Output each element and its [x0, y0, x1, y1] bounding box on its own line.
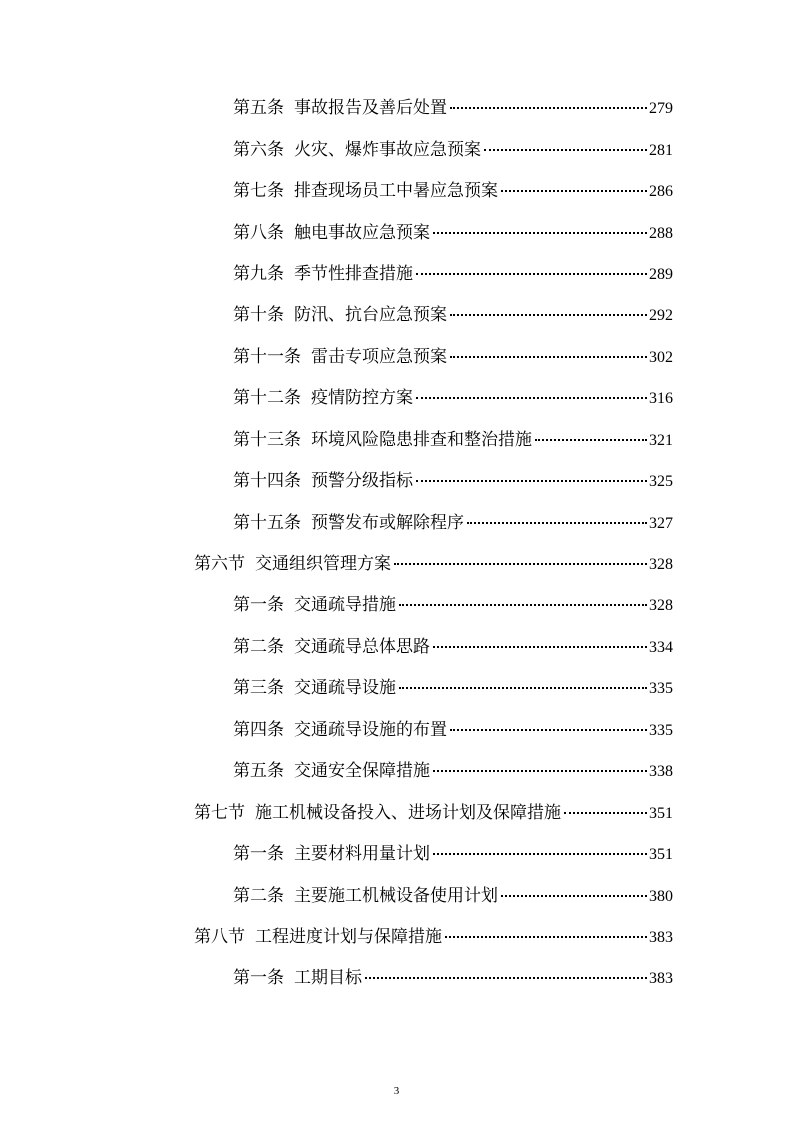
toc-entry-page: 351 [649, 846, 673, 864]
toc-entry-number: 第七条 [233, 181, 284, 202]
dot-leader [416, 273, 647, 275]
dot-leader [433, 770, 647, 772]
toc-entry-number: 第三条 [233, 678, 284, 699]
toc-entry-number: 第一条 [233, 595, 284, 616]
toc-entry-line [233, 346, 673, 367]
toc-entry-line [233, 100, 673, 117]
dot-leader [399, 687, 647, 689]
toc-entry-page: 286 [649, 183, 673, 201]
toc-article-entry[interactable] [0, 420, 793, 461]
toc-entry-title: 火灾、爆炸事故应急预案 [294, 139, 481, 160]
toc-article-entry[interactable] [0, 834, 793, 875]
toc-entry-page: 334 [649, 638, 673, 656]
dot-leader [399, 604, 647, 606]
toc-section-entry[interactable] [0, 544, 793, 585]
toc-entry-title: 交通组织管理方案 [255, 554, 391, 575]
toc-entry-number: 第五条 [233, 761, 284, 782]
dot-leader [501, 895, 647, 897]
toc-entry-line [233, 719, 673, 740]
toc-entry-number: 第十二条 [233, 388, 301, 409]
toc-entry-title: 预警分级指标 [311, 471, 413, 492]
toc-entry-number: 第九条 [233, 263, 284, 284]
toc-entry-title: 交通疏导措施 [294, 595, 396, 616]
toc-article-entry[interactable] [0, 88, 793, 129]
toc-entry-page: 316 [649, 390, 673, 408]
toc-entry-page: 279 [649, 100, 673, 118]
toc-entry-number: 第十条 [233, 305, 284, 326]
toc-entry-title: 主要材料用量计划 [294, 844, 430, 865]
toc-article-entry[interactable] [0, 461, 793, 502]
toc-entry-line [233, 183, 673, 200]
toc-entry-line [233, 390, 673, 407]
toc-entry-number: 第八节 [194, 926, 245, 947]
toc-entry-title: 工程进度计划与保障措施 [255, 926, 442, 947]
toc-entry-page: 289 [649, 265, 673, 283]
toc-article-entry[interactable] [0, 668, 793, 709]
toc-entry-number: 第五条 [233, 98, 284, 119]
toc-entry-title: 环境风险隐患排查和整治措施 [311, 429, 532, 450]
toc-entry-title: 事故报告及善后处置 [294, 98, 447, 119]
toc-article-entry[interactable] [0, 378, 793, 419]
toc-article-entry[interactable] [0, 171, 793, 212]
toc-entry-line [233, 970, 673, 987]
toc-entry-page: 383 [649, 928, 673, 946]
toc-section-entry[interactable] [0, 917, 793, 958]
toc-entry-page: 302 [649, 348, 673, 366]
toc-entry-number: 第一条 [233, 844, 284, 865]
toc-entry-line [233, 512, 673, 533]
toc-entry-page: 292 [649, 307, 673, 325]
toc-entry-title: 交通疏导设施的布置 [294, 719, 447, 740]
page-number: 3 [393, 1085, 400, 1097]
toc-entry-title: 主要施工机械设备使用计划 [294, 885, 498, 906]
dot-leader [450, 356, 647, 358]
toc-entry-title: 交通疏导设施 [294, 678, 396, 699]
toc-entry-page: 380 [649, 887, 673, 905]
toc-entry-title: 排查现场员工中暑应急预案 [294, 181, 498, 202]
dot-leader [416, 397, 647, 399]
toc-entry-line [233, 263, 673, 284]
toc-entry-number: 第十五条 [233, 512, 301, 533]
toc-entry-number: 第一条 [233, 968, 284, 989]
toc-entry-line [233, 763, 673, 780]
toc-entry-page: 335 [649, 680, 673, 698]
toc-entry-page: 338 [649, 763, 673, 781]
toc-entry-title: 季节性排查措施 [294, 263, 413, 284]
dot-leader [450, 314, 647, 316]
dot-leader [535, 439, 647, 441]
toc-entry-line [233, 307, 673, 324]
dot-leader [365, 977, 647, 979]
toc-entry-number: 第十三条 [233, 429, 301, 450]
toc-entry-title: 防汛、抗台应急预案 [294, 305, 447, 326]
toc-entry-line [233, 597, 673, 614]
toc-article-entry[interactable] [0, 958, 793, 999]
toc-entry-line [194, 802, 673, 823]
dot-leader [394, 563, 647, 565]
dot-leader [450, 729, 647, 731]
toc-entry-page: 351 [649, 804, 673, 822]
toc-entry-number: 第四条 [233, 719, 284, 740]
toc-entry-page: 335 [649, 721, 673, 739]
toc-entry-number: 第八条 [233, 222, 284, 243]
toc-entry-number: 第二条 [233, 885, 284, 906]
toc-entry-number: 第六条 [233, 139, 284, 160]
toc-article-entry[interactable] [0, 875, 793, 916]
toc-entry-title: 疫情防控方案 [311, 388, 413, 409]
toc-entry-page: 288 [649, 224, 673, 242]
toc-entry-page: 325 [649, 473, 673, 491]
toc-article-entry[interactable] [0, 295, 793, 336]
toc-entry-page: 328 [649, 556, 673, 574]
toc-entry-page: 281 [649, 141, 673, 159]
toc-entry-title: 雷击专项应急预案 [311, 346, 447, 367]
toc-section-entry[interactable] [0, 792, 793, 833]
toc-entry-number: 第十一条 [233, 346, 301, 367]
dot-leader [467, 522, 647, 524]
toc-entry-number: 第七节 [194, 802, 245, 823]
toc-article-entry[interactable] [0, 337, 793, 378]
toc-article-entry[interactable] [0, 751, 793, 792]
toc-article-entry[interactable] [0, 502, 793, 543]
toc-entry-page: 328 [649, 597, 673, 615]
dot-leader [416, 480, 647, 482]
toc-entry-title: 交通疏导总体思路 [294, 636, 430, 657]
toc-entry-number: 第二条 [233, 636, 284, 657]
toc-entry-line [233, 846, 673, 863]
dot-leader [501, 190, 647, 192]
toc-entry-line [233, 222, 673, 243]
toc-entry-page: 321 [649, 431, 673, 449]
toc-entry-line [233, 429, 673, 450]
toc-entry-line [233, 636, 673, 657]
toc-article-entry[interactable] [0, 710, 793, 751]
toc-entry-title: 触电事故应急预案 [294, 222, 430, 243]
toc-article-entry[interactable] [0, 129, 793, 170]
toc-article-entry[interactable] [0, 585, 793, 626]
toc-entry-line [194, 556, 673, 573]
toc-article-entry[interactable] [0, 212, 793, 253]
dot-leader [484, 149, 647, 151]
toc-entry-title: 预警发布或解除程序 [311, 512, 464, 533]
dot-leader [445, 936, 647, 938]
toc-entry-page: 327 [649, 514, 673, 532]
toc-entry-line [233, 473, 673, 490]
dot-leader [564, 812, 647, 814]
toc-article-entry[interactable] [0, 254, 793, 295]
toc-entry-line [233, 139, 673, 160]
toc-entry-line [194, 926, 673, 947]
toc-entry-number: 第六节 [194, 554, 245, 575]
dot-leader [450, 107, 647, 109]
toc-entry-number: 第十四条 [233, 471, 301, 492]
dot-leader [433, 853, 647, 855]
toc-entry-title: 工期目标 [294, 968, 362, 989]
toc-entry-title: 施工机械设备投入、进场计划及保障措施 [255, 802, 561, 823]
toc-entry-line [233, 680, 673, 697]
toc-entry-page: 383 [649, 970, 673, 988]
toc-entry-line [233, 885, 673, 906]
table-of-contents [0, 88, 793, 1000]
toc-entry-title: 交通安全保障措施 [294, 761, 430, 782]
dot-leader [433, 646, 647, 648]
toc-article-entry[interactable] [0, 627, 793, 668]
dot-leader [433, 232, 647, 234]
